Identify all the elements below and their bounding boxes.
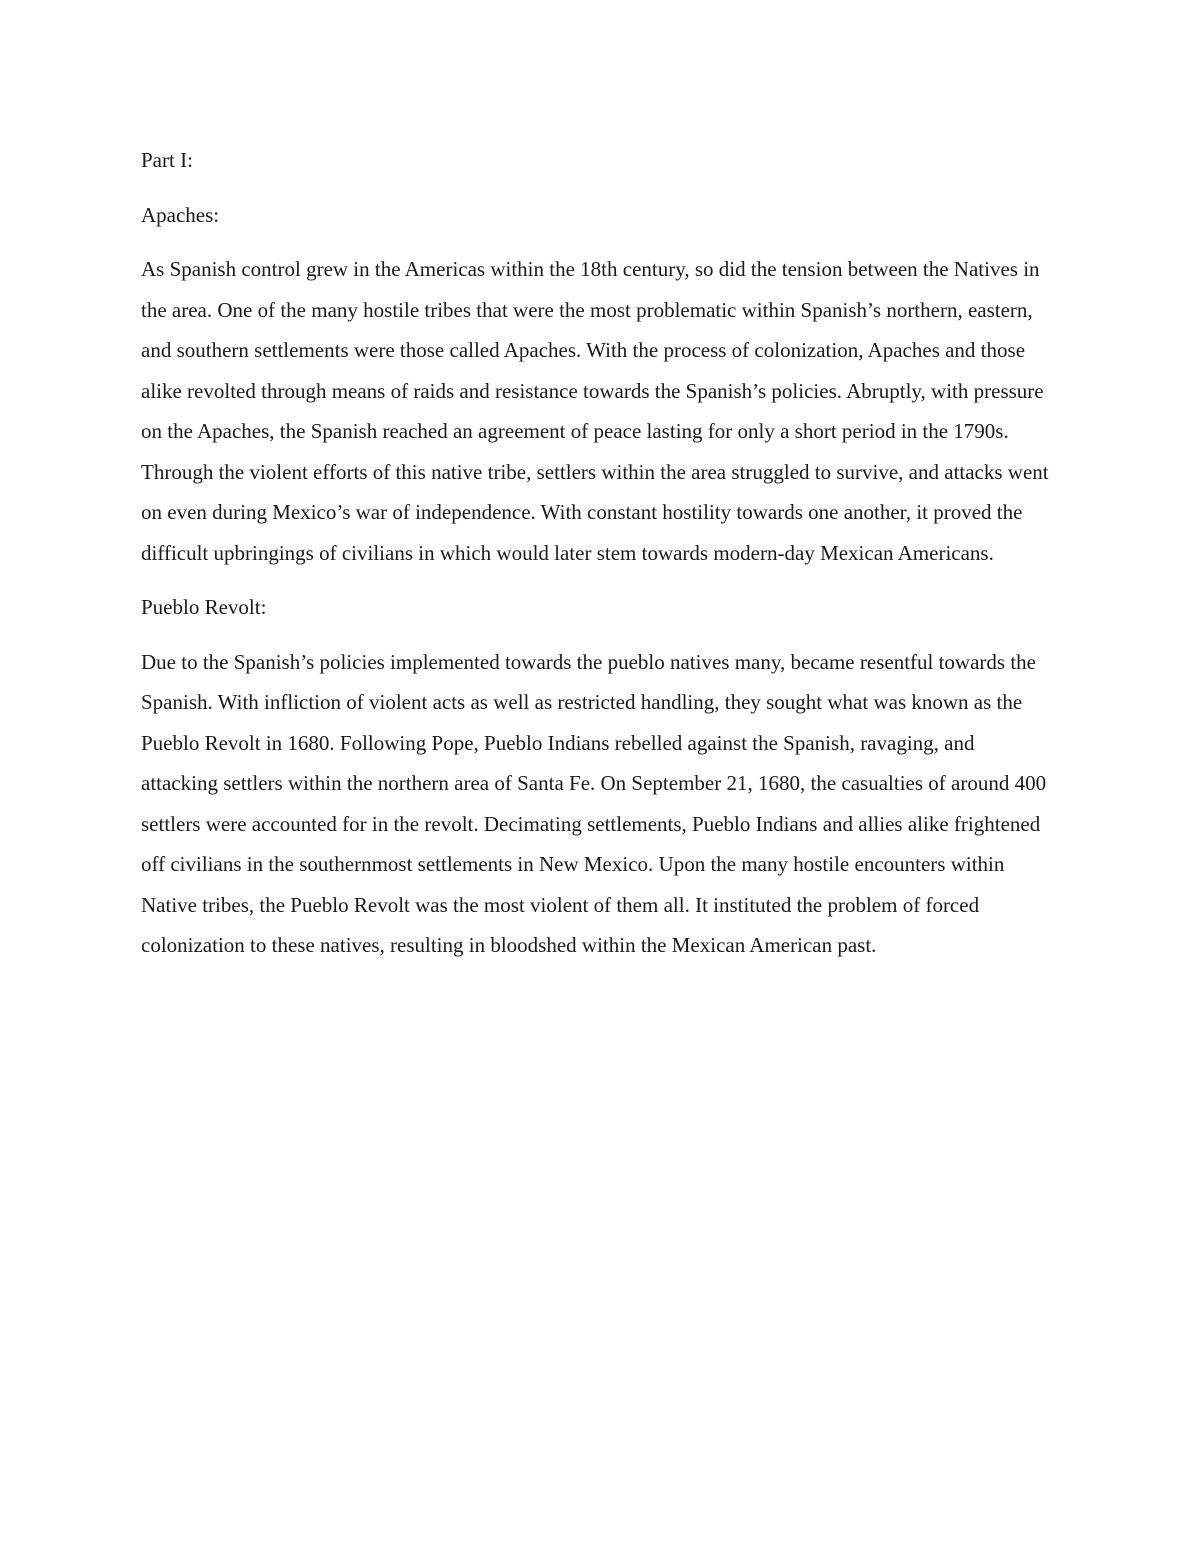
section-heading-apaches: Apaches: [141, 202, 220, 227]
part-heading: Part I: [141, 148, 193, 172]
document-body [141, 140, 1051, 980]
section-heading-pueblo-revolt: Pueblo Revolt: [141, 595, 267, 619]
paragraph-apaches: As Spanish control grew in the Americas within the 18th century, so did the tension between the Natives in the area. One of the many hostile tribes that were the most problematic within Spanish’s northern, eastern, and southern settlements were those called Apaches. With the process of colonization, Apaches and those alike revolted through means of raids and resistance towards the Spanish’s policies. Abruptly, with pressure on the Apaches, the Spanish reached an agreement of peace lasting for only a short period in the 1790s. Through the violent efforts of this native tribe, settlers within the area struggled to survive, and attacks went on even during Mexico’s war of independence. With constant hostility towards one another, it proved the difficult upbringings of civilians in which would later stem towards modern-day Mexican Americans. [141, 257, 1049, 565]
paragraph-pueblo-revolt: Due to the Spanish’s policies implemented towards the pueblo natives many, became resentful towards the Spanish. With infliction of violent acts as well as restricted handling, they sought what was known as the Pueblo Revolt in 1680. Following Pope, Pueblo Indians rebelled against the Spanish, ravaging, and attacking settlers within the northern area of Santa Fe. On September 21, 1680, the casualties of around 400 settlers were accounted for in the revolt. Decimating settlements, Pueblo Indians and allies alike frightened off civilians in the southernmost settlements in New Mexico. Upon the many hostile encounters within Native tribes, the Pueblo Revolt was the most violent of them all. It instituted the problem of forced colonization to these natives, resulting in bloodshed within the Mexican American past. [141, 649, 1047, 957]
